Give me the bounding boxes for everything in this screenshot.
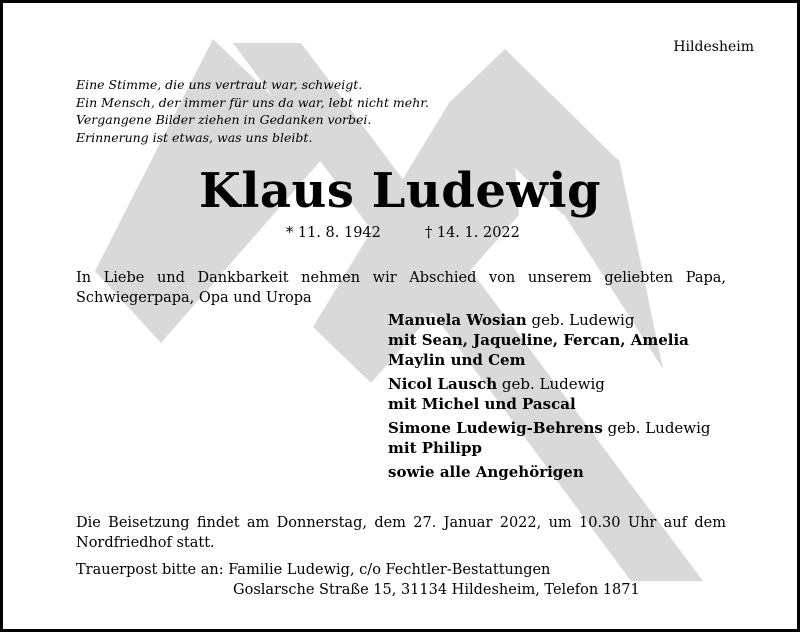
condolence-address bbox=[76, 560, 640, 600]
farewell-text: In Liebe und Dankbarkeit nehmen wir Abschied von unserem geliebten Papa, Schwiegerpapa, Opa und Uropa bbox=[76, 270, 726, 306]
funeral-info: Die Beisetzung findet am Donnerstag, dem 27. Januar 2022, um 10.30 Uhr auf dem Nordfriedhof statt. bbox=[76, 515, 726, 551]
poem-line: Ein Mensch, der immer für uns da war, lebt nicht mehr. bbox=[76, 94, 429, 110]
mourner-group bbox=[388, 310, 711, 370]
mourner-maiden-name: geb. Ludewig bbox=[497, 375, 605, 393]
mourners-list bbox=[388, 310, 711, 486]
mourner-group bbox=[388, 418, 711, 458]
death-date: † 14. 1. 2022 bbox=[425, 225, 520, 241]
mourner-family: mit Sean, Jaqueline, Fercan, Amelia bbox=[388, 331, 689, 349]
mourner-name: Manuela Wosian bbox=[388, 311, 527, 329]
birth-date: * 11. 8. 1942 bbox=[286, 225, 381, 241]
mourner-maiden-name: geb. Ludewig bbox=[526, 311, 635, 329]
other-relatives: sowie alle Angehörigen bbox=[388, 463, 584, 481]
poem-line: Eine Stimme, die uns vertraut war, schweigt. bbox=[76, 77, 363, 92]
poem-line: Erinnerung ist etwas, was uns bleibt. bbox=[76, 129, 313, 145]
location-label: Hildesheim bbox=[673, 39, 754, 55]
mourner-group bbox=[388, 374, 711, 414]
poem-line: Vergangene Bilder ziehen in Gedanken vorbei. bbox=[76, 112, 372, 127]
mourner-family: mit Philipp bbox=[388, 439, 482, 457]
mourner-name: Nicol Lausch bbox=[388, 375, 498, 393]
mourner-group bbox=[388, 462, 711, 482]
address-line: Trauerpost bitte an: Familie Ludewig, c/o Fechtler-Bestattungen bbox=[76, 562, 551, 578]
mourner-name: Simone Ludewig-Behrens bbox=[388, 419, 603, 437]
address-line: Goslarsche Straße 15, 31134 Hildesheim, Telefon 1871 bbox=[233, 582, 640, 598]
mourner-maiden-name: geb. Ludewig bbox=[602, 419, 711, 437]
mourner-family: mit Michel und Pascal bbox=[388, 395, 576, 413]
poem bbox=[76, 76, 429, 146]
deceased-name: Klaus Ludewig bbox=[198, 163, 602, 219]
mourner-family: Maylin und Cem bbox=[388, 351, 526, 369]
